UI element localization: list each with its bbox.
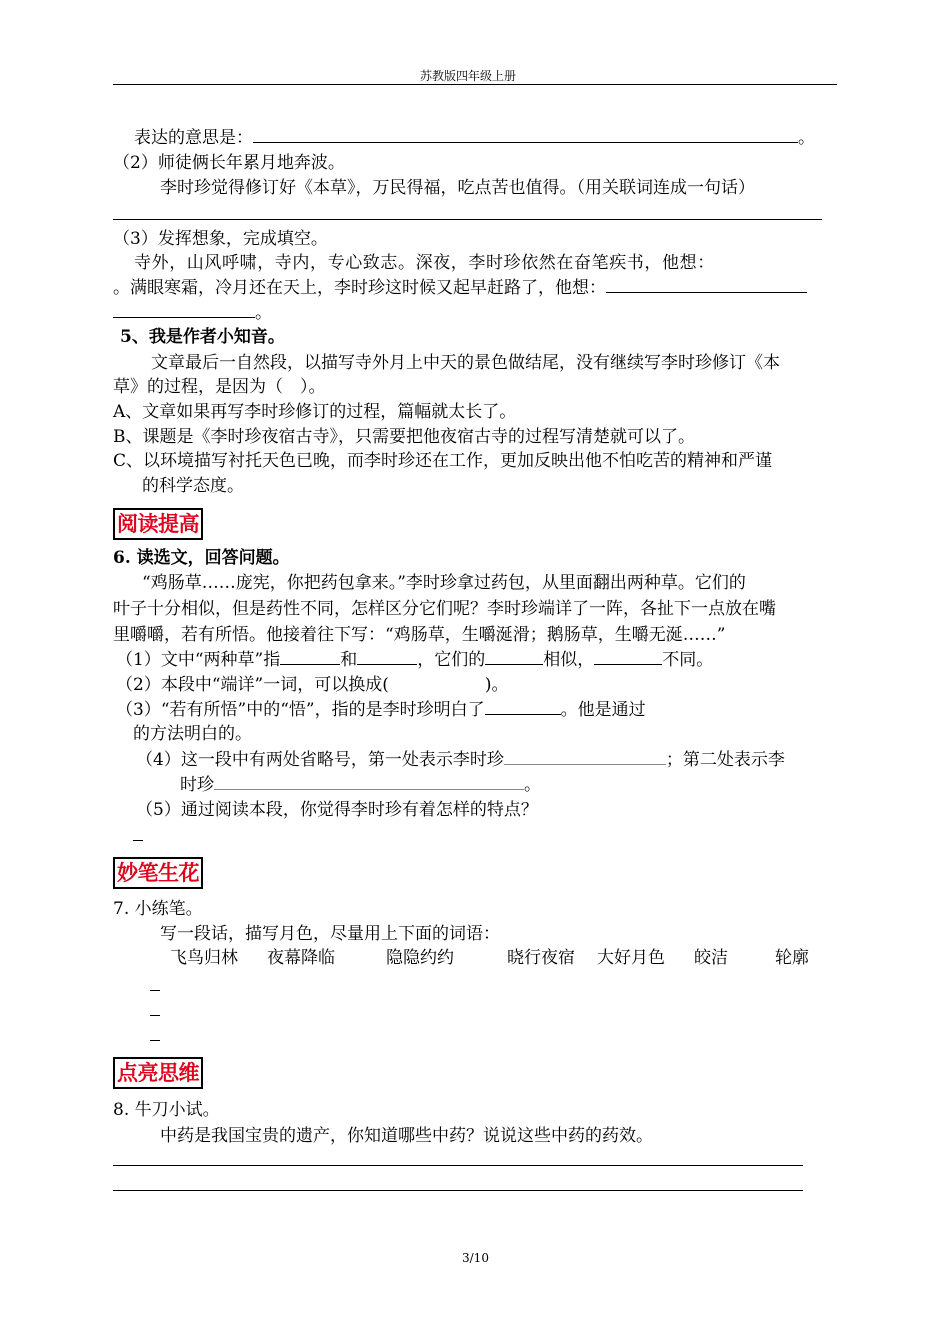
q7-word-1: 飞鸟归林 bbox=[170, 948, 238, 968]
q6-sub1-a: （1）文中“两种草”指 bbox=[116, 650, 281, 670]
q7-word-3: 隐隐约约 bbox=[386, 948, 454, 968]
q6-sub4-line2-text: 时珍 bbox=[180, 775, 214, 795]
q6-sub4-b: ；第二处表示李 bbox=[665, 750, 785, 770]
q5-title: 5、我是作者小知音。 bbox=[120, 327, 285, 347]
q7-answer-mark-3[interactable] bbox=[150, 1040, 160, 1041]
q6-sub3-blank[interactable] bbox=[485, 698, 561, 715]
meaning-end: 。 bbox=[798, 128, 815, 148]
q6-sub3 bbox=[116, 698, 646, 722]
q6-sub1-blank-1[interactable] bbox=[280, 648, 340, 665]
page-header: 苏教版四年级上册 bbox=[420, 69, 517, 83]
q6-sub3-line2: 的方法明白的。 bbox=[133, 724, 252, 744]
q6-sub2-b: )。 bbox=[484, 675, 509, 695]
q6-answer-mark[interactable] bbox=[133, 840, 143, 841]
q3-end: 。 bbox=[255, 303, 272, 323]
section-heading-thinking: 点亮思维 bbox=[113, 1057, 203, 1089]
q6-sub1-b: 和 bbox=[340, 650, 358, 670]
q5-option-b[interactable]: B、课题是《李时珍夜宿古寺》，只需要把他夜宿古寺的过程写清楚就可以了。 bbox=[113, 427, 695, 447]
q7-word-5: 大好月色 bbox=[597, 948, 665, 968]
q6-sub1-d: 相似， bbox=[543, 650, 595, 670]
q6-passage-line3: 里嚼嚼，若有所悟。他接着往下写：“鸡肠草，生嚼涎滑；鹅肠草，生嚼无涎……” bbox=[113, 625, 726, 645]
q3-line2-text: 。满眼寒霜，冷月还在天上，李时珍这时候又起早赶路了，他想： bbox=[113, 278, 606, 298]
q7-instruction: 写一段话，描写月色，尽量用上下面的词语： bbox=[160, 924, 500, 944]
q6-sub4-blank-2[interactable] bbox=[214, 773, 524, 790]
q8-question: 中药是我国宝贵的遗产，你知道哪些中药？说说这些中药的药效。 bbox=[160, 1126, 653, 1146]
q6-sub1 bbox=[116, 648, 713, 672]
q5-stem-line1: 文章最后一自然段，以描写寺外月上中天的景色做结尾，没有继续写李时珍修订《本 bbox=[151, 353, 780, 373]
q2-label: （2）师徒俩长年累月地奔波。 bbox=[113, 153, 345, 173]
q7-answer-mark-2[interactable] bbox=[150, 1015, 160, 1016]
q8-answer-line-1[interactable] bbox=[113, 1165, 803, 1166]
q6-sub4-line2 bbox=[180, 773, 541, 797]
q6-sub1-blank-4[interactable] bbox=[594, 648, 662, 665]
q6-sub1-blank-3[interactable] bbox=[485, 648, 543, 665]
q6-sub4 bbox=[136, 748, 785, 772]
q5-option-c[interactable]: C、以环境描写衬托天色已晚，而李时珍还在工作，更加反映出他不怕吃苦的精神和严谨 bbox=[113, 451, 773, 471]
q6-sub1-c: ，它们的 bbox=[417, 650, 486, 670]
q6-sub4-end: 。 bbox=[524, 775, 541, 795]
q3-blank-2[interactable] bbox=[113, 301, 255, 318]
q3-line2 bbox=[113, 276, 807, 300]
q5-stem-line2: 草》的过程，是因为（ ）。 bbox=[113, 377, 326, 397]
q6-sub4-blank-1[interactable] bbox=[504, 748, 666, 765]
q7-word-7: 轮廓 bbox=[775, 948, 809, 968]
page-number: 3/10 bbox=[462, 1251, 489, 1265]
meaning-line bbox=[134, 126, 815, 150]
q3-line1: 寺外，山风呼啸，寺内，专心致志。深夜，李时珍依然在奋笔疾书，他想： bbox=[134, 253, 715, 273]
q6-sub3-b: 。他是通过 bbox=[560, 700, 646, 720]
section-heading-reading: 阅读提高 bbox=[113, 508, 203, 540]
q6-passage-line1: “鸡肠草……庞宪，你把药包拿来。”李时珍拿过药包，从里面翻出两种草。它们的 bbox=[142, 573, 746, 593]
q7-word-2: 夜幕降临 bbox=[267, 948, 335, 968]
q7-title: 7. 小练笔。 bbox=[113, 899, 203, 919]
meaning-label: 表达的意思是： bbox=[134, 128, 253, 148]
section-heading-writing: 妙笔生花 bbox=[113, 857, 203, 889]
q7-word-4: 晓行夜宿 bbox=[507, 948, 575, 968]
q2-answer-line[interactable] bbox=[113, 219, 822, 220]
q6-sub4-a: （4）这一段中有两处省略号，第一处表示李时珍 bbox=[136, 750, 504, 770]
q2-text: 李时珍觉得修订好《本草》，万民得福，吃点苦也值得。（用关联词连成一句话） bbox=[160, 178, 755, 198]
q6-title: 6. 读选文，回答问题。 bbox=[113, 548, 290, 568]
q7-answer-mark-1[interactable] bbox=[150, 990, 160, 991]
q5-option-c-line2: 的科学态度。 bbox=[142, 476, 244, 496]
q5-option-a[interactable]: A、文章如果再写李时珍修订的过程，篇幅就太长了。 bbox=[113, 402, 517, 422]
q6-sub5: （5）通过阅读本段，你觉得李时珍有着怎样的特点？ bbox=[136, 800, 538, 820]
header-rule bbox=[113, 84, 837, 85]
q3-blank-1[interactable] bbox=[606, 276, 807, 293]
q3-label: （3）发挥想象，完成填空。 bbox=[113, 229, 328, 249]
q6-sub3-a: （3）“若有所悟”中的“悟”，指的是李时珍明白了 bbox=[116, 700, 485, 720]
q6-sub2-a: （2）本段中“端详”一词，可以换成( bbox=[116, 675, 389, 695]
q8-answer-line-2[interactable] bbox=[113, 1190, 803, 1191]
meaning-blank[interactable] bbox=[253, 126, 798, 143]
q6-passage-line2: 叶子十分相似，但是药性不同，怎样区分它们呢？李时珍端详了一阵，各扯下一点放在嘴 bbox=[113, 599, 776, 619]
q8-title: 8. 牛刀小试。 bbox=[113, 1100, 220, 1120]
q3-line3 bbox=[113, 301, 272, 325]
q6-sub1-e: 不同。 bbox=[662, 650, 714, 670]
q7-word-6: 皎洁 bbox=[694, 948, 728, 968]
q6-sub1-blank-2[interactable] bbox=[357, 648, 417, 665]
q6-sub2 bbox=[116, 673, 508, 697]
